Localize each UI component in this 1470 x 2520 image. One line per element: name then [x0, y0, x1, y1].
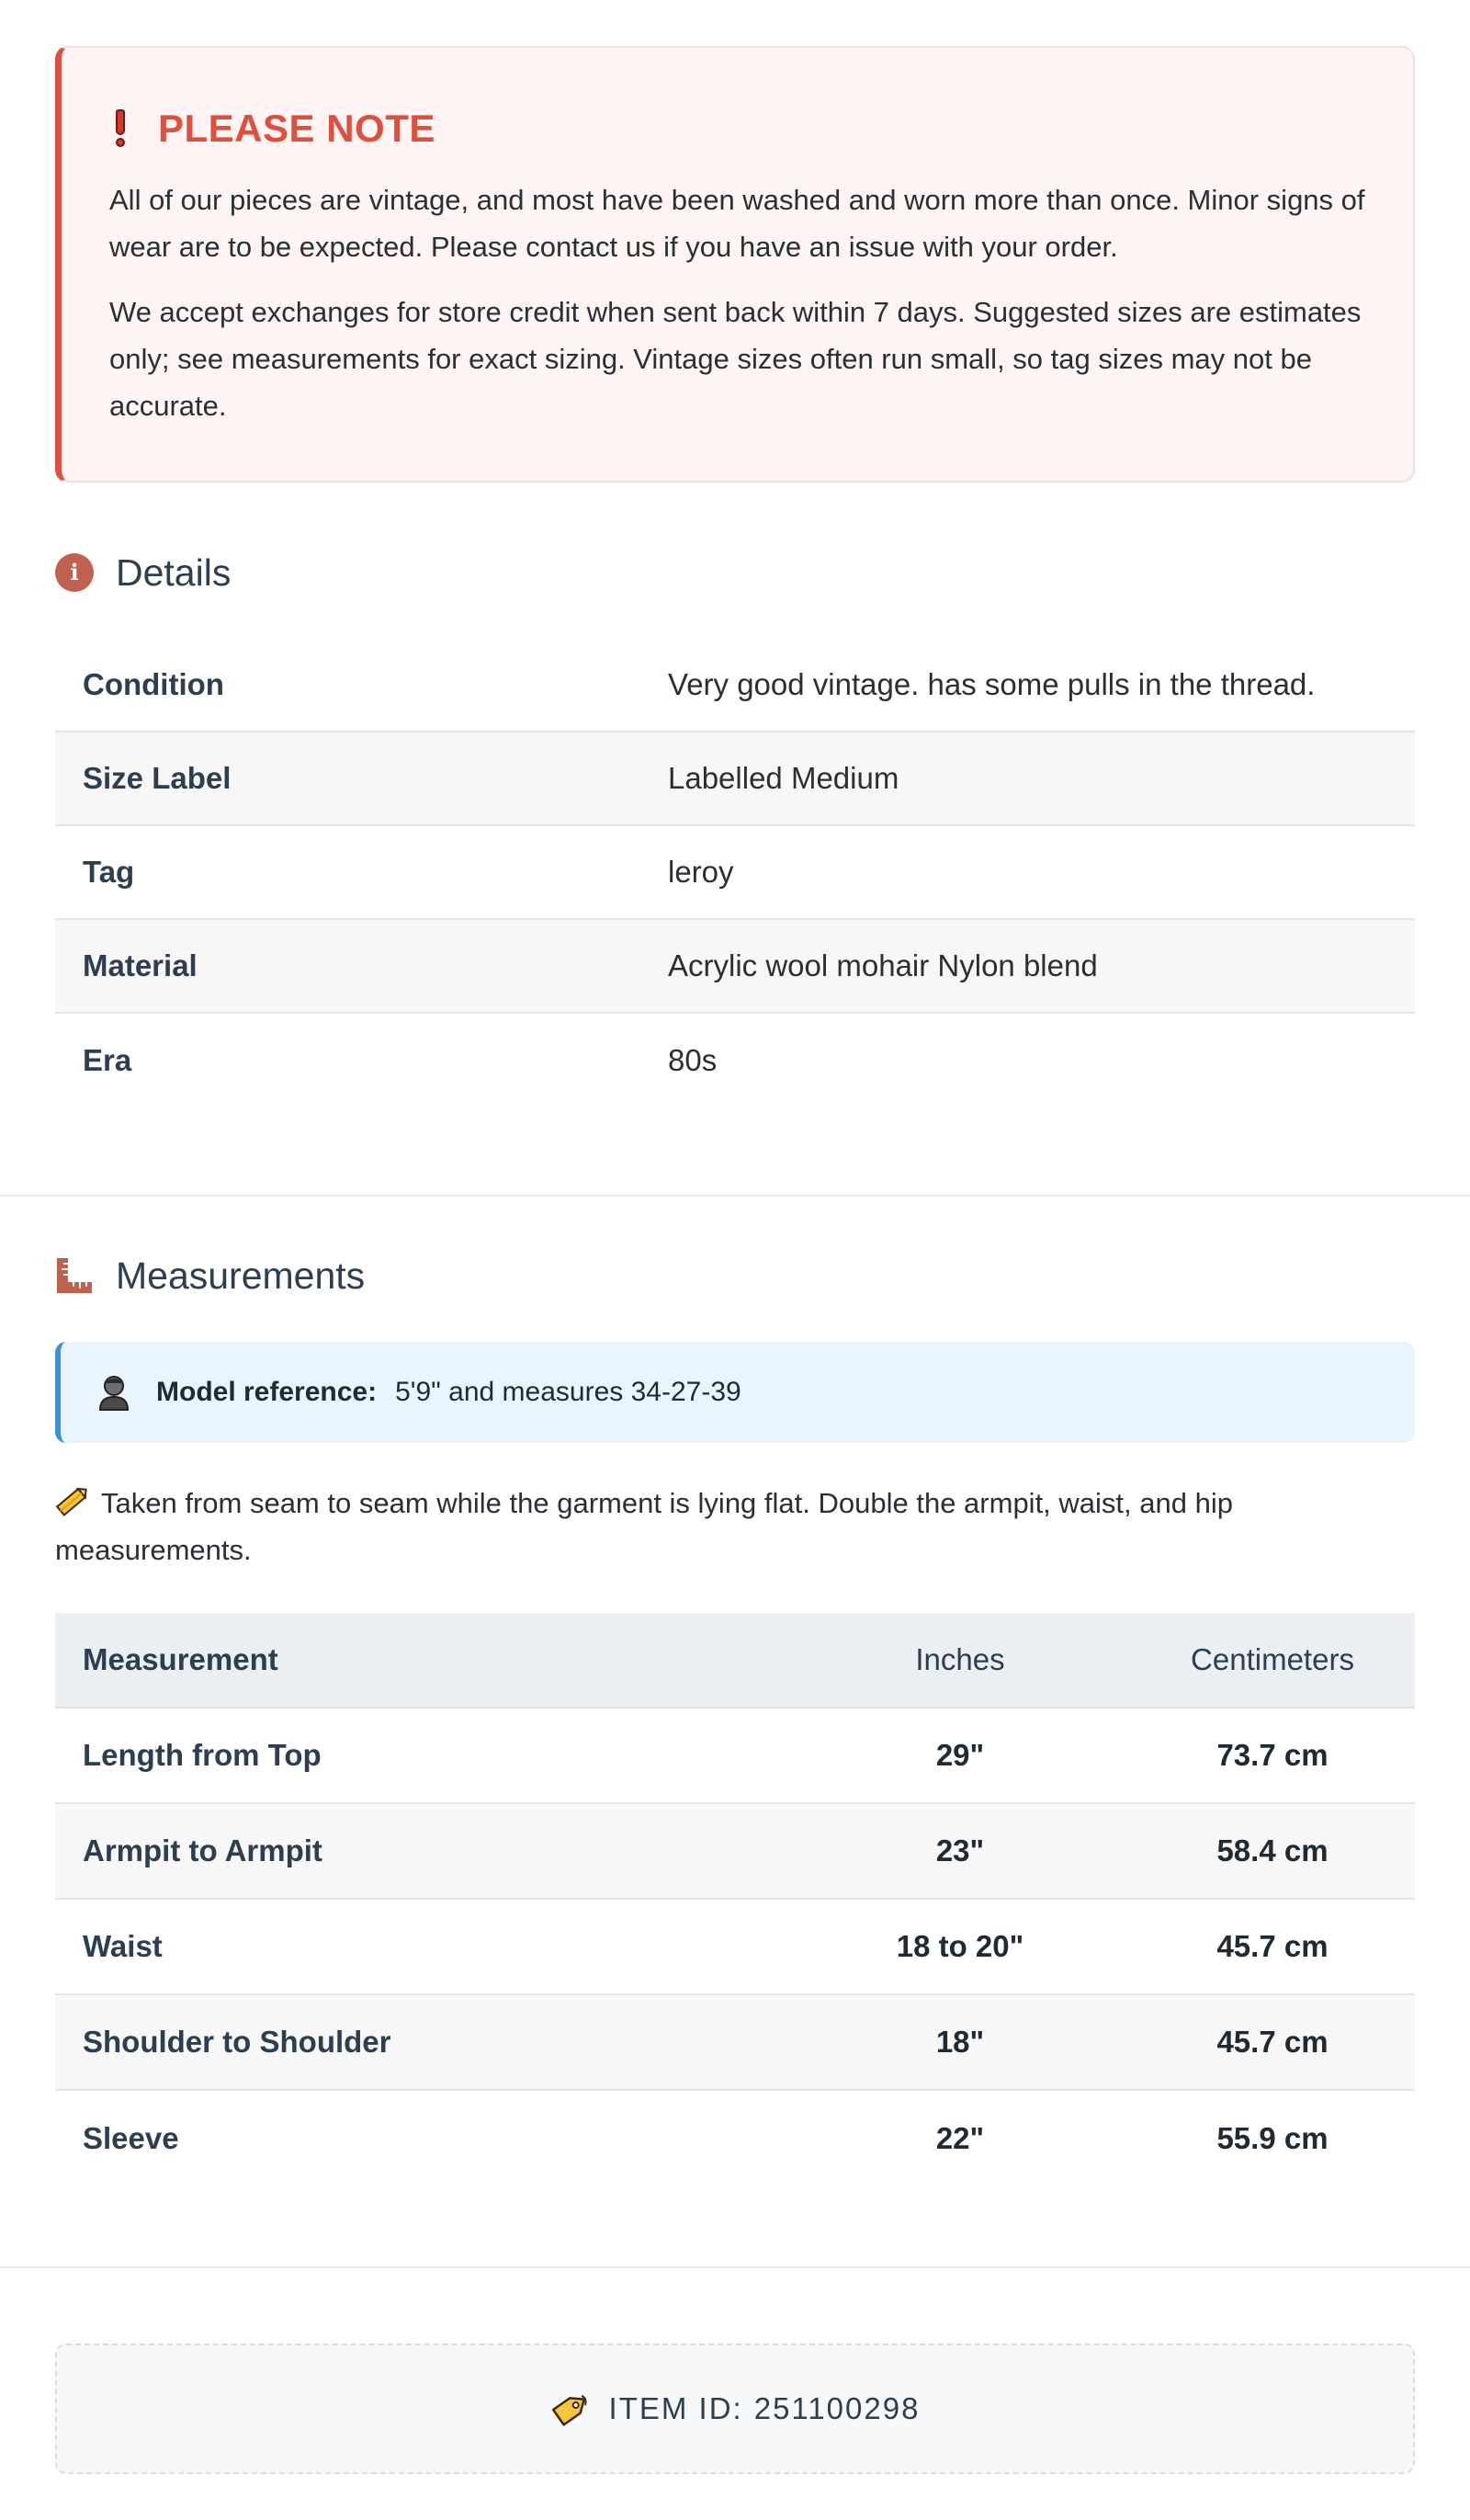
exclamation-icon	[114, 109, 127, 148]
measurement-name: Armpit to Armpit	[83, 1833, 322, 1867]
column-header: Centimeters	[1191, 1642, 1354, 1676]
measurement-inches: 22"	[935, 2121, 985, 2155]
measurement-name: Length from Top	[83, 1738, 322, 1772]
column-header: Measurement	[83, 1642, 278, 1676]
measurement-note	[55, 1480, 1396, 1573]
details-label: Era	[83, 1043, 132, 1077]
model-reference-value: 5'9" and measures 34-27-39	[395, 1377, 741, 1407]
measurement-cm: 55.9 cm	[1216, 2121, 1329, 2155]
details-value: Labelled Medium	[668, 761, 899, 795]
details-row	[55, 1014, 1415, 1107]
measurement-cm: 45.7 cm	[1216, 2025, 1329, 2059]
measurements-title: Measurements	[116, 1254, 366, 1297]
notice-box	[55, 46, 1415, 482]
details-table	[55, 639, 1415, 1107]
table-row	[55, 1995, 1415, 2091]
item-id-value: 251100298	[753, 2391, 921, 2425]
section-divider	[0, 2266, 1470, 2268]
table-header-row	[55, 1613, 1415, 1708]
details-row	[55, 826, 1415, 920]
notice-paragraph: We accept exchanges for store credit when sent back within 7 days. Suggested sizes are estimates only; see measurements for exact sizing. Vintage sizes often run small, so tag sizes may not be accurate.	[109, 296, 1362, 422]
table-row	[55, 2091, 1415, 2186]
notice-title	[109, 103, 1367, 154]
item-id-box	[55, 2344, 1415, 2474]
column-header: Inches	[915, 1642, 1005, 1676]
details-row	[55, 639, 1415, 732]
details-value: Very good vintage. has some pulls in the thread.	[668, 667, 1316, 701]
measurement-note-text: Taken from seam to seam while the garment is lying flat. Double the armpit, waist, and hip measurements.	[55, 1487, 1233, 1566]
measurement-inches: 29"	[935, 1738, 985, 1772]
measurement-cm: 45.7 cm	[1216, 1929, 1329, 1963]
measurement-cm: 58.4 cm	[1216, 1833, 1329, 1867]
person-icon	[97, 1374, 130, 1411]
details-value: leroy	[668, 855, 734, 889]
details-value: 80s	[668, 1043, 718, 1077]
details-title: Details	[116, 551, 232, 594]
notice-paragraph: All of our pieces are vintage, and most have been washed and worn more than once. Minor signs of wear are to be expected. Please contact us if you have an issue with your order.	[109, 184, 1365, 263]
model-reference	[55, 1342, 1415, 1443]
pencil-icon	[55, 1483, 90, 1518]
measurement-name: Waist	[83, 1929, 163, 1963]
details-label: Size Label	[83, 761, 232, 795]
measurement-inches: 18 to 20"	[896, 1929, 1024, 1963]
measurement-inches: 23"	[935, 1833, 985, 1867]
measurement-name: Shoulder to Shoulder	[83, 2025, 391, 2059]
model-reference-label: Model reference:	[156, 1377, 378, 1407]
measurements-table	[55, 1613, 1415, 2186]
details-label: Material	[83, 948, 198, 982]
measurement-cm: 73.7 cm	[1216, 1738, 1329, 1772]
details-value: Acrylic wool mohair Nylon blend	[668, 948, 1098, 982]
notice-heading: PLEASE NOTE	[158, 107, 435, 150]
table-row	[55, 1708, 1415, 1804]
item-id-label: ITEM ID:	[608, 2391, 743, 2425]
details-row	[55, 732, 1415, 826]
details-label: Tag	[83, 855, 135, 889]
details-row	[55, 920, 1415, 1014]
measurement-name: Sleeve	[83, 2121, 179, 2155]
details-heading	[55, 545, 231, 600]
measurement-inches: 18"	[935, 2025, 985, 2059]
tag-icon	[550, 2389, 591, 2429]
table-row	[55, 1804, 1415, 1900]
section-divider	[0, 1195, 1470, 1197]
measurements-heading	[55, 1248, 365, 1303]
info-icon: i	[55, 553, 94, 592]
ruler-icon	[55, 1256, 94, 1295]
details-label: Condition	[83, 667, 224, 701]
table-row	[55, 1900, 1415, 1995]
